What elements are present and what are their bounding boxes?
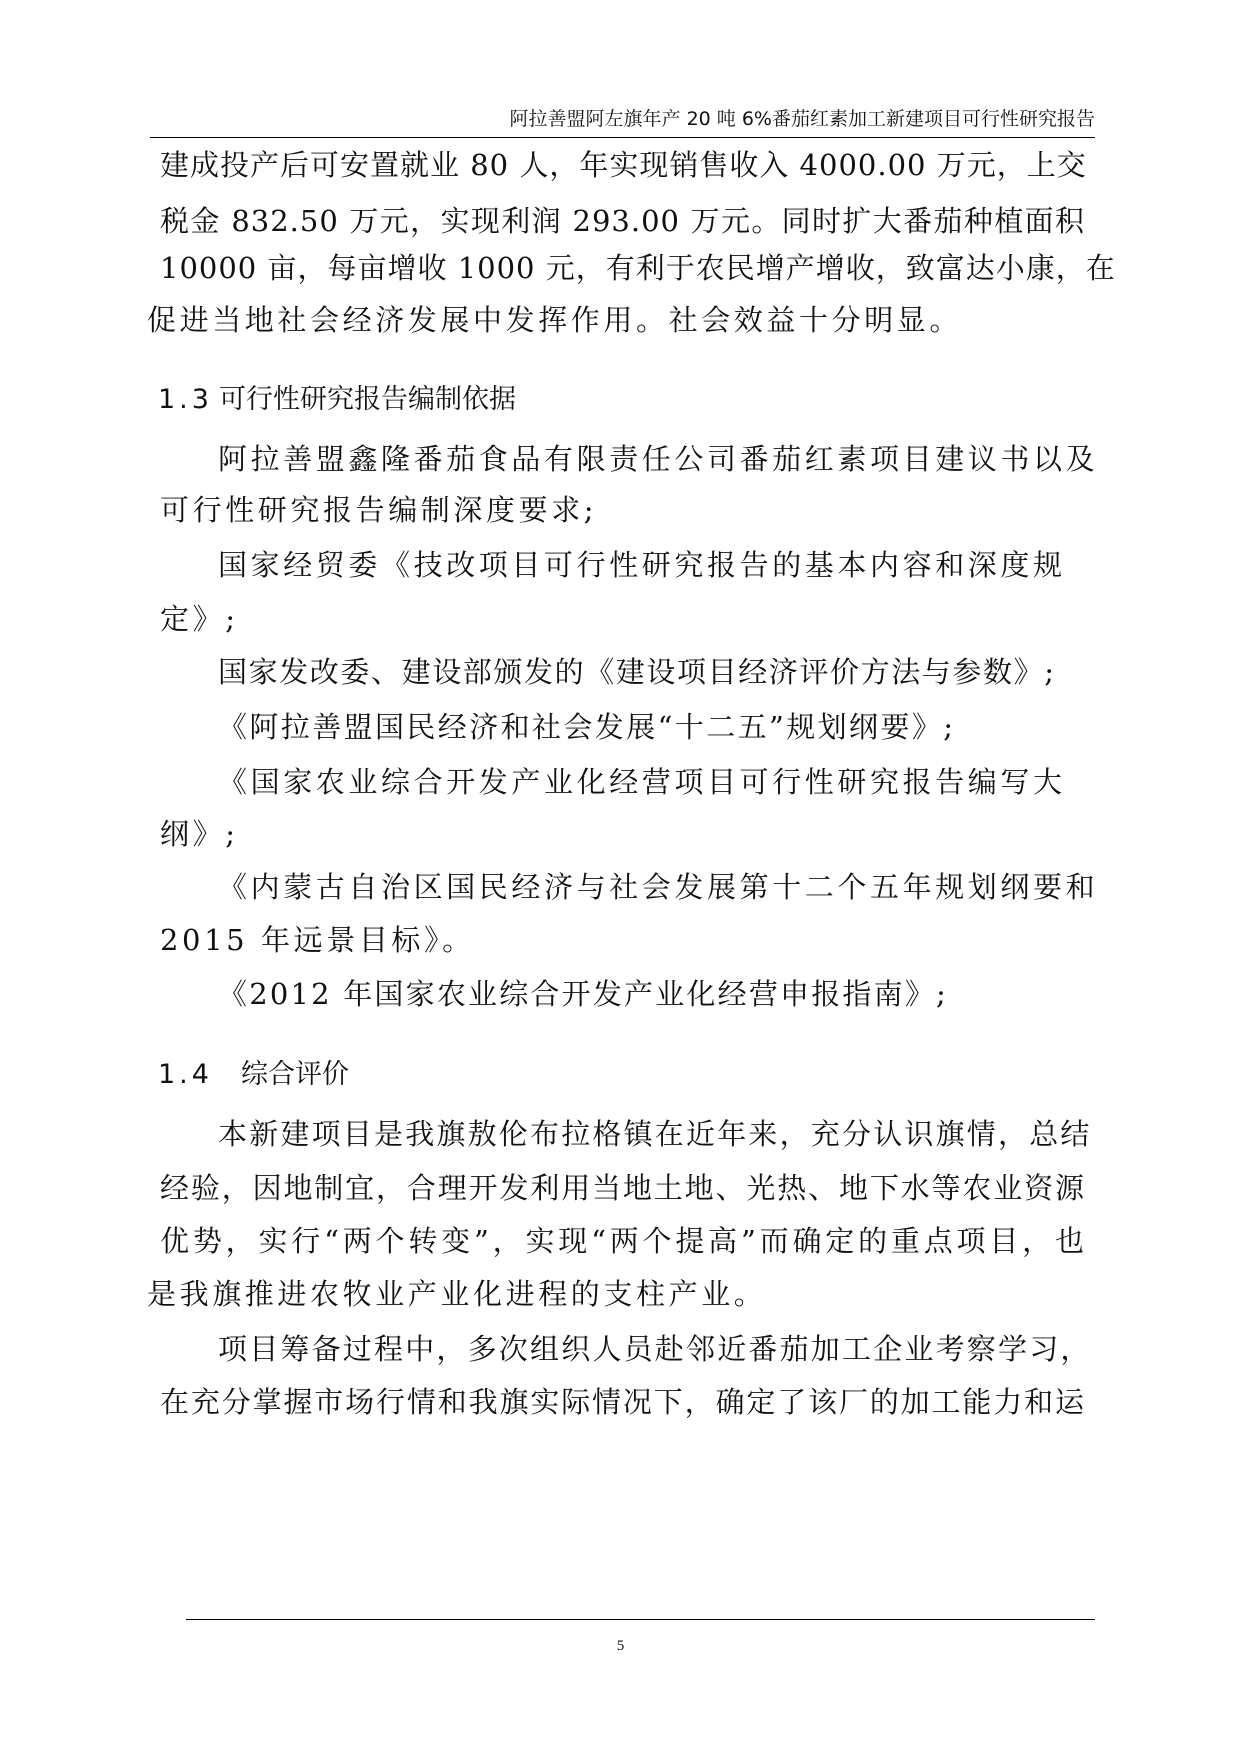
body-line: 可行性研究报告编制深度要求; bbox=[160, 493, 598, 527]
body-line: 是我旗推进农牧业产业化进程的支柱产业。 bbox=[147, 1277, 767, 1311]
running-header: 阿拉善盟阿左旗年产 20 吨 6%番茄红素加工新建项目可行性研究报告 bbox=[509, 108, 1095, 130]
section-number: 1.3 bbox=[158, 384, 213, 415]
body-line: 项目筹备过程中，多次组织人员赴邻近番茄加工企业考察学习， bbox=[218, 1332, 1092, 1366]
body-line: 阿拉善盟鑫隆番茄食品有限责任公司番茄红素项目建议书以及 bbox=[218, 442, 1099, 476]
body-line: 定》; bbox=[160, 602, 239, 636]
body-line: 10000 亩，每亩增收 1000 元，有利于农民增产增收，致富达小康，在 bbox=[160, 251, 1116, 285]
body-line: 本新建项目是我旗敖伦布拉格镇在近年来，充分认识旗情，总结 bbox=[218, 1117, 1092, 1151]
section-heading-1-4 bbox=[158, 1055, 349, 1095]
body-line: 《国家农业综合开发产业化经营项目可行性研究报告编写大 bbox=[218, 765, 1066, 799]
section-number: 1.4 bbox=[158, 1059, 213, 1090]
body-line: 优势，实行“两个转变”，实现“两个提高”而确定的重点项目，也 bbox=[160, 1224, 1085, 1258]
body-line: 税金 832.50 万元，实现利润 293.00 万元。同时扩大番茄种植面积 bbox=[160, 204, 1085, 238]
body-line: 建成投产后可安置就业 80 人，年实现销售收入 4000.00 万元，上交 bbox=[160, 148, 1087, 182]
footer-rule bbox=[186, 1619, 1095, 1620]
section-title: 综合评价 bbox=[240, 1059, 349, 1090]
body-line: 2015 年远景目标》。 bbox=[160, 923, 475, 957]
section-title: 可行性研究报告编制依据 bbox=[218, 384, 516, 415]
body-line: 《2012 年国家农业综合开发产业化经营申报指南》; bbox=[218, 977, 948, 1011]
body-line: 《内蒙古自治区国民经济与社会发展第十二个五年规划纲要和 bbox=[218, 870, 1099, 904]
body-line: 在充分掌握市场行情和我旗实际情况下，确定了该厂的加工能力和运 bbox=[160, 1385, 1085, 1419]
body-line: 促进当地社会经济发展中发挥作用。社会效益十分明显。 bbox=[147, 303, 963, 337]
header-rule bbox=[150, 137, 1095, 138]
body-line: 国家经贸委《技改项目可行性研究报告的基本内容和深度规 bbox=[218, 548, 1066, 582]
body-line: 经验，因地制宜，合理开发利用当地土地、光热、地下水等农业资源 bbox=[160, 1171, 1085, 1205]
body-line: 纲》; bbox=[160, 817, 239, 851]
body-line: 国家发改委、建设部颁发的《建设项目经济评价方法与参数》; bbox=[218, 655, 1056, 689]
section-heading-1-3 bbox=[158, 380, 516, 420]
body-line: 《阿拉善盟国民经济和社会发展“十二五”规划纲要》; bbox=[218, 710, 956, 744]
page-number: 5 bbox=[616, 1638, 625, 1654]
